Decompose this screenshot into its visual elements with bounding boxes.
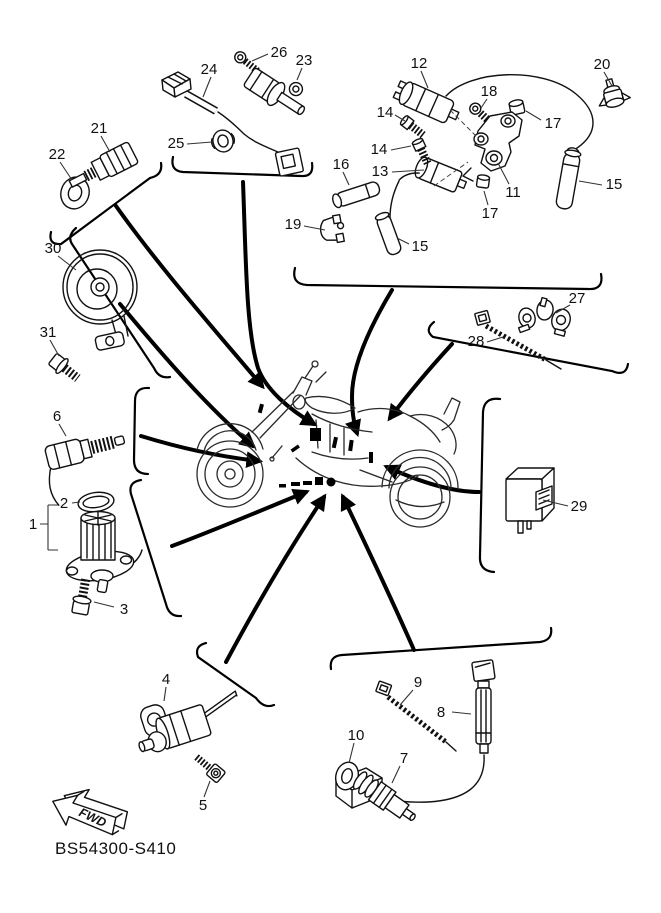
callout-13: 13 [371,163,389,180]
callout-17a: 17 [544,115,562,132]
part-3-drawing [71,577,95,616]
callout-16: 16 [332,156,350,173]
callout-19: 19 [284,216,302,233]
part-5-drawing [191,750,226,783]
callout-11: 11 [505,184,521,201]
callout-28: 28 [467,333,485,350]
callout-12: 12 [410,55,428,72]
part-27-drawing [517,298,574,337]
part-13-drawing [399,151,469,203]
part-14-bolt-upper-drawing [399,115,426,140]
part-15-cap-right-drawing [555,149,581,210]
callout-24: 24 [200,61,218,78]
fwd-arrow-label: FWD [76,805,109,831]
part-2-drawing [77,490,115,514]
callout-10: 10 [347,727,365,744]
callout-8: 8 [436,704,446,721]
callout-18: 18 [480,83,498,100]
callout-31: 31 [39,324,57,341]
callout-5: 5 [198,797,208,814]
callout-3: 3 [119,601,129,618]
callout-1: 1 [28,516,38,533]
part-31-drawing [47,352,83,386]
callout-14b: 14 [370,141,388,158]
callout-21: 21 [90,120,108,137]
callout-23: 23 [295,52,313,69]
motorcycle-illustration [197,361,460,527]
callout-27: 27 [568,290,586,307]
callout-4: 4 [161,671,171,688]
callout-2: 2 [59,495,69,512]
part-4-drawing [128,680,245,757]
part-15-cap-bottom-drawing [375,211,403,256]
callout-9: 9 [413,674,423,691]
fwd-arrow-icon [46,778,133,848]
callout-14a: 14 [376,104,394,121]
callout-7: 7 [399,750,409,767]
part-30-drawing [63,250,137,351]
callout-30: 30 [44,240,62,257]
callout-6: 6 [52,408,62,425]
part-16-drawing [331,181,381,209]
callout-15b: 15 [411,238,429,255]
callout-22: 22 [48,146,66,163]
part-1-drawing [64,511,142,593]
callout-25: 25 [167,135,185,152]
callout-15a: 15 [605,176,623,193]
diagram-code: BS54300-S410 [55,839,177,858]
part-25-drawing [209,127,237,154]
part-17-lower-drawing [476,174,490,188]
part-20-drawing [593,75,631,110]
callout-17b: 17 [481,205,499,222]
callout-26: 26 [270,44,288,61]
callout-29: 29 [570,498,588,515]
callout-20: 20 [593,56,611,73]
coil-wire [390,181,399,218]
